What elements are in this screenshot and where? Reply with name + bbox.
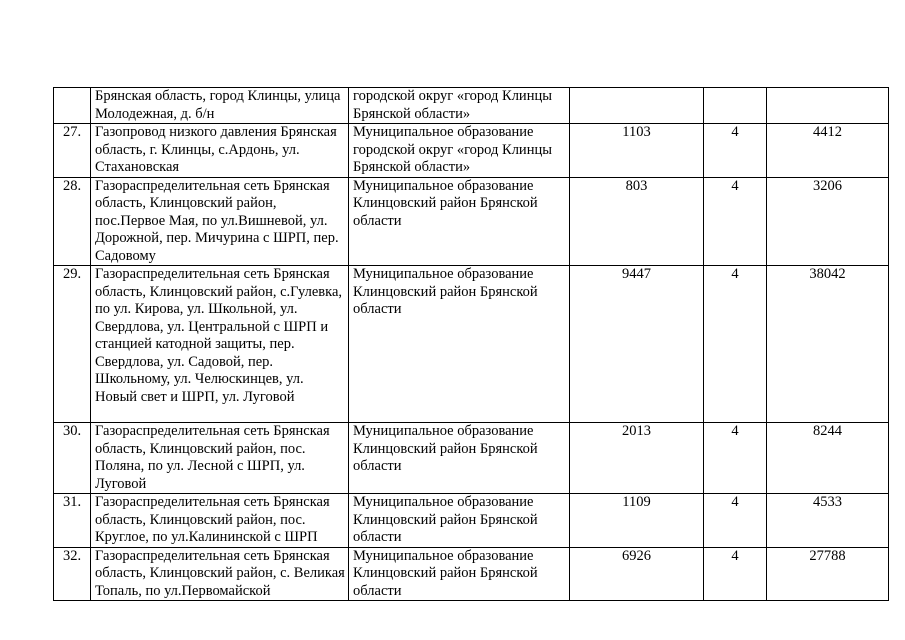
object-length: 1103 <box>570 124 704 178</box>
object-name: Газораспределительная сеть Брянская область, Клинцовский район, пос. Круглое, по ул.Калининской с ШРП <box>91 494 349 548</box>
object-total: 4412 <box>767 124 889 178</box>
object-name: Газораспределительная сеть Брянская область, Клинцовский район, с. Великая Топаль, по ул.Первомайской <box>91 547 349 601</box>
object-owner: Муниципальное образование Клинцовский район Брянской области <box>349 177 570 266</box>
row-number: 29. <box>54 266 91 423</box>
object-name: Газораспределительная сеть Брянская область, Клинцовский район, пос. Поляна, по ул. Лесной с ШРП, ул. Луговой <box>91 423 349 494</box>
object-total: 4533 <box>767 494 889 548</box>
object-total: 27788 <box>767 547 889 601</box>
object-coefficient: 4 <box>704 266 767 423</box>
table-row <box>54 88 889 124</box>
object-coefficient: 4 <box>704 124 767 178</box>
object-length <box>570 88 704 124</box>
table-row <box>54 266 889 423</box>
object-coefficient: 4 <box>704 177 767 266</box>
object-owner: городской округ «город Клинцы Брянской области» <box>349 88 570 124</box>
object-coefficient: 4 <box>704 423 767 494</box>
objects-table <box>53 87 889 601</box>
object-length: 2013 <box>570 423 704 494</box>
object-length: 803 <box>570 177 704 266</box>
object-owner: Муниципальное образование городской округ «город Клинцы Брянской области» <box>349 124 570 178</box>
object-length: 1109 <box>570 494 704 548</box>
object-total: 8244 <box>767 423 889 494</box>
object-name: Брянская область, город Клинцы, улица Молодежная, д. б/н <box>91 88 349 124</box>
object-length: 6926 <box>570 547 704 601</box>
object-owner: Муниципальное образование Клинцовский район Брянской области <box>349 494 570 548</box>
object-coefficient: 4 <box>704 547 767 601</box>
object-owner: Муниципальное образование Клинцовский район Брянской области <box>349 266 570 423</box>
table-row <box>54 177 889 266</box>
object-owner: Муниципальное образование Клинцовский район Брянской области <box>349 547 570 601</box>
row-number: 31. <box>54 494 91 548</box>
object-name: Газораспределительная сеть Брянская область, Клинцовский район, с.Гулевка, по ул. Кирова, ул. Школьной, ул. Свердлова, ул. Центральной с ШРП и станцией катодной защиты, пер. Свердлова, ул. Садовой, пер. Школьному, ул. Челюскинцев, ул. Новый свет и ШРП, ул. Луговой <box>91 266 349 423</box>
table-row <box>54 494 889 548</box>
row-number: 27. <box>54 124 91 178</box>
object-total: 3206 <box>767 177 889 266</box>
object-name: Газопровод низкого давления Брянская область, г. Клинцы, с.Ардонь, ул. Стахановская <box>91 124 349 178</box>
object-total <box>767 88 889 124</box>
object-coefficient: 4 <box>704 494 767 548</box>
row-number <box>54 88 91 124</box>
row-number: 30. <box>54 423 91 494</box>
object-owner: Муниципальное образование Клинцовский район Брянской области <box>349 423 570 494</box>
object-length: 9447 <box>570 266 704 423</box>
object-total: 38042 <box>767 266 889 423</box>
table-row <box>54 423 889 494</box>
object-coefficient <box>704 88 767 124</box>
row-number: 28. <box>54 177 91 266</box>
table-row <box>54 547 889 601</box>
table-row <box>54 124 889 178</box>
object-name: Газораспределительная сеть Брянская область, Клинцовский район, пос.Первое Мая, по ул.Вишневой, ул. Дорожной, пер. Мичурина с ШРП, пер. Садовому <box>91 177 349 266</box>
row-number: 32. <box>54 547 91 601</box>
